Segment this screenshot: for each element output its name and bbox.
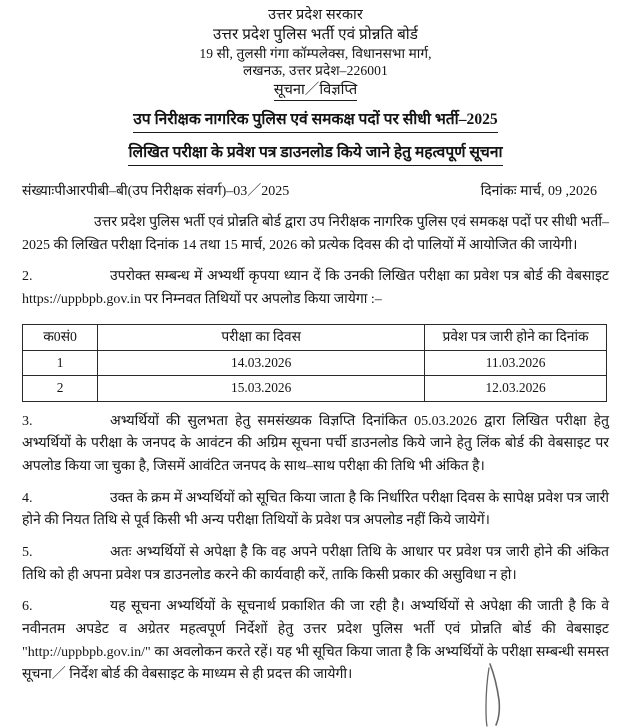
cell-exam-day: 15.03.2026 (98, 376, 425, 401)
paragraph-3-number: 3. (22, 413, 33, 429)
exam-dates-table-wrap (22, 324, 609, 402)
address-line-1: 19 सी, तुलसी गंगा कॉम्पलेक्स, विधानसभा मार्ग, (199, 45, 432, 61)
title-block-recruitment (22, 109, 609, 133)
organization-name: उत्तर प्रदेश पुलिस भर्ती एवं प्रोन्नति बोर्ड (212, 25, 419, 43)
exam-dates-table (22, 324, 607, 402)
address-line-2: लखनऊ, उत्तर प्रदेश–226001 (243, 63, 388, 79)
column-header-issue-date: प्रवेश पत्र जारी होने का दिनांक (425, 324, 607, 350)
cell-issue-date: 11.03.2026 (425, 350, 607, 375)
notice-label-wrap (22, 80, 609, 101)
paragraph-6 (22, 596, 609, 687)
cell-serial: 1 (23, 350, 98, 375)
reference-row (22, 180, 609, 200)
table-row (23, 376, 607, 401)
paragraph-2-text-before-url: उपरोक्त सम्बन्ध में अभ्यर्थी कृपया ध्यान दें कि उनकी लिखित परीक्षा का प्रवेश पत्र बोर्ड की वेबसाइट (110, 269, 609, 285)
cell-issue-date: 12.03.2026 (425, 376, 607, 401)
paragraph-3 (22, 411, 609, 479)
paragraph-4-text: उक्त के क्रम में अभ्यर्थियों को सूचित किया जाता है कि निर्धारित परीक्षा दिवस के सापेक्ष प्रवेश पत्र जारी होने की नियत तिथि से पूर्व किसी भी अन्य परीक्षा तिथियों के प्रवेश पत्र अपलोड नहीं किये जायेगें। (22, 490, 609, 529)
paragraph-2-number: 2. (22, 269, 33, 285)
paragraph-2-text-after-url: पर निम्नवत तिथियों पर अपलोड किया जायेगा :– (140, 292, 382, 308)
paragraph-6-text-before-url: यह सूचना अभ्यर्थियों के सूचनार्थ प्रकाशित की जा रही है। अभ्यर्थियों से अपेक्षा की जाती है कि वे नवीनतम अपडेट व अग्रेतर महत्वपूर्ण निर्देशों हेतु उत्तर प्रदेश पुलिस भर्ती एवं प्रोन्नति बोर्ड की वेबसाइट (22, 599, 609, 637)
notice-label: सूचना／विज्ञप्ति (274, 81, 357, 101)
paragraph-4-number: 4. (22, 490, 33, 506)
paragraph-5-text: अतः अभ्यर्थियों से अपेक्षा है कि वह अपने परीक्षा तिथि के आधार पर प्रवेश पत्र जारी होने की अंकित तिथि को ही अपना प्रवेश पत्र डाउनलोड करने की कार्यवाही करें, ताकि किसी प्रकार की असुविधा न हो। (22, 544, 609, 583)
board-website-url[interactable]: https://uppbpb.gov.in (22, 292, 141, 308)
reference-date: दिनांकः मार्च, 09 ,2026 (480, 184, 597, 199)
cell-serial: 2 (23, 376, 98, 401)
paragraph-1 (22, 212, 609, 257)
title-block-admit-card (22, 142, 609, 166)
paragraph-1-text: उत्तर प्रदेश पुलिस भर्ती एवं प्रोन्नति बोर्ड द्वारा उप निरीक्षक नागरिक पुलिस एवं समकक्ष पदों पर सीधी भर्ती–2025 की लिखित परीक्षा दिनांक 14 तथा 15 मार्च, 2026 को प्रत्येक दिवस की दो पालियों में आयोजित की जायेगी। (22, 215, 609, 253)
government-name: उत्तर प्रदेश सरकार (268, 7, 363, 23)
paragraph-4 (22, 488, 609, 533)
paragraph-3-text: अभ्यर्थियों की सुलभता हेतु समसंख्यक विज्ञप्ति दिनांकित 05.03.2026 द्वारा लिखित परीक्षा हेतु अभ्यर्थियों के परीक्षा के जनपद के आवंटन की अग्रिम सूचना पर्ची डाउनलोड किये जाने हेतु लिंक बोर्ड की वेबसाइट पर अपलोड किया जा चुका है, जिसमें आवंटित जनपद के साथ–साथ परीक्षा की तिथि भी अंकित है। (22, 413, 609, 474)
document-title-line-2: लिखित परीक्षा के प्रवेश पत्र डाउनलोड किये जाने हेतु महत्वपूर्ण सूचना (128, 142, 502, 166)
document-title-line-1: उप निरीक्षक नागरिक पुलिस एवं समकक्ष पदों पर सीधी भर्ती–2025 (133, 109, 497, 133)
cell-exam-day: 14.03.2026 (98, 350, 425, 375)
paragraph-6-number: 6. (22, 599, 33, 615)
paragraph-6-text-after-url: का अवलोकन करते रहें। यह भी सूचित किया जाता है कि अभ्यर्थियों के परीक्षा सम्बन्धी समस्त सूचना／ निर्देश बोर्ड की वेबसाइट के माध्यम से ही प्रदत्त की जायेगी। (22, 644, 609, 683)
column-header-exam-day: परीक्षा का दिवस (98, 324, 425, 350)
column-header-serial: क0सं0 (23, 324, 98, 350)
paragraph-5-number: 5. (22, 544, 33, 560)
table-row (23, 350, 607, 375)
reference-number: संख्याःपीआरपीबी–बी(उप निरीक्षक संवर्ग)–03／2025 (22, 184, 290, 199)
paragraph-2 (22, 266, 609, 311)
table-header-row (23, 324, 607, 350)
document-header (22, 6, 609, 101)
board-website-url-secondary[interactable]: "http://uppbpb.gov.in/" (22, 644, 151, 660)
paragraph-5 (22, 542, 609, 587)
